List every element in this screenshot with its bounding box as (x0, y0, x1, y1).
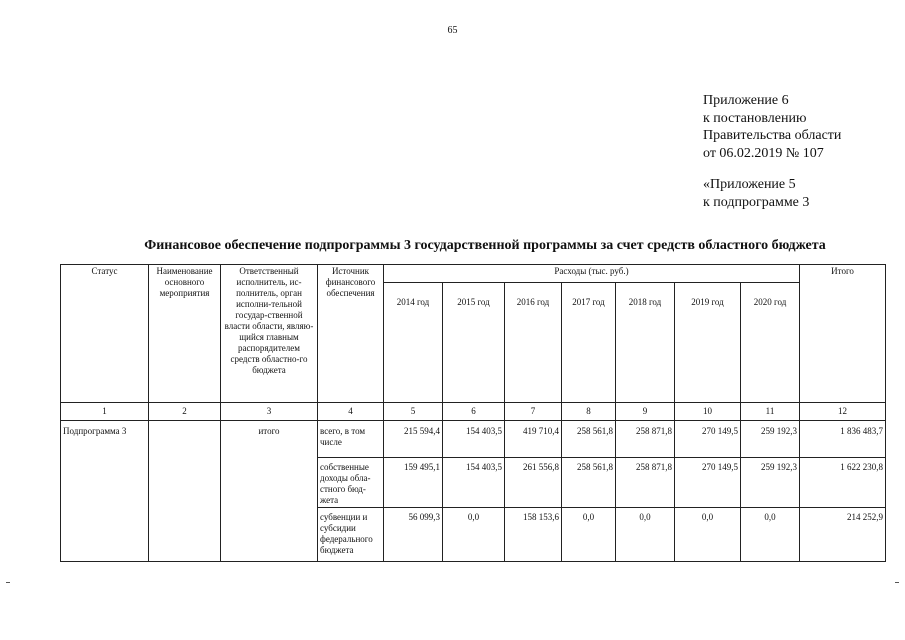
column-number: 7 (505, 403, 562, 421)
header-year: 2018 год (616, 283, 675, 403)
column-number: 8 (562, 403, 616, 421)
value-cell: 258 871,8 (616, 421, 675, 458)
header-total: Итого (800, 265, 886, 403)
value-cell: 270 149,5 (675, 458, 741, 508)
executor-cell: итого (221, 421, 318, 562)
source-cell: всего, в том числе (318, 421, 384, 458)
appendix-block (703, 92, 841, 211)
header-year: 2020 год (741, 283, 800, 403)
header-year: 2019 год (675, 283, 741, 403)
value-cell: 158 153,6 (505, 508, 562, 562)
value-cell: 0,0 (562, 508, 616, 562)
value-cell: 0,0 (675, 508, 741, 562)
total-cell: 1 836 483,7 (800, 421, 886, 458)
column-number: 10 (675, 403, 741, 421)
value-cell: 259 192,3 (741, 421, 800, 458)
value-cell: 154 403,5 (443, 421, 505, 458)
value-cell: 159 495,1 (384, 458, 443, 508)
value-cell: 154 403,5 (443, 458, 505, 508)
value-cell: 261 556,8 (505, 458, 562, 508)
value-cell: 56 099,3 (384, 508, 443, 562)
column-number: 2 (149, 403, 221, 421)
value-cell: 259 192,3 (741, 458, 800, 508)
column-number: 11 (741, 403, 800, 421)
header-year: 2016 год (505, 283, 562, 403)
header-source: Источник финансового обеспечения (318, 265, 384, 403)
column-number: 5 (384, 403, 443, 421)
source-cell: собственные доходы обла-стного бюд-жета (318, 458, 384, 508)
appendix-line: Правительства области (703, 128, 842, 143)
appendix-line: от 06.02.2019 № 107 (703, 145, 824, 161)
financing-table (60, 264, 886, 562)
header-measure: Наименование основного мероприятия (149, 265, 221, 403)
value-cell: 0,0 (741, 508, 800, 562)
column-number: 12 (800, 403, 886, 421)
header-executor: Ответственный исполнитель, ис-полнитель, орган исполни-тельной государ-ственной власти области, являю-щийся главным распорядителем средств областно-го бюджета (221, 265, 318, 403)
total-cell: 214 252,9 (800, 508, 886, 562)
header-year: 2015 год (443, 283, 505, 403)
value-cell: 419 710,4 (505, 421, 562, 458)
appendix-line: к подпрограмме 3 (703, 194, 810, 210)
scan-mark-right (895, 582, 899, 583)
measure-cell (149, 421, 221, 562)
source-cell: субвенции и субсидии федерального бюджета (318, 508, 384, 562)
value-cell: 258 871,8 (616, 458, 675, 508)
table-row (61, 421, 886, 458)
value-cell: 0,0 (443, 508, 505, 562)
appendix-spacer (703, 162, 841, 176)
value-cell: 215 594,4 (384, 421, 443, 458)
header-expenses: Расходы (тыс. руб.) (384, 265, 800, 283)
appendix-line: Приложение 6 (703, 93, 789, 108)
document-title: Финансовое обеспечение подпрограммы 3 государственной программы за счет средств областного бюджета (144, 238, 826, 253)
total-cell: 1 622 230,8 (800, 458, 886, 508)
status-cell: Подпрограмма 3 (61, 421, 149, 562)
column-number: 6 (443, 403, 505, 421)
header-year: 2014 год (384, 283, 443, 403)
value-cell: 258 561,8 (562, 421, 616, 458)
column-number: 4 (318, 403, 384, 421)
value-cell: 258 561,8 (562, 458, 616, 508)
column-number: 9 (616, 403, 675, 421)
appendix-line: «Приложение 5 (703, 177, 796, 192)
value-cell: 0,0 (616, 508, 675, 562)
appendix-line: к постановлению (703, 110, 807, 126)
header-status: Статус (61, 265, 149, 403)
column-number: 1 (61, 403, 149, 421)
header-year: 2017 год (562, 283, 616, 403)
column-number: 3 (221, 403, 318, 421)
page-number: 65 (447, 25, 458, 36)
scan-mark-left (6, 582, 10, 583)
value-cell: 270 149,5 (675, 421, 741, 458)
